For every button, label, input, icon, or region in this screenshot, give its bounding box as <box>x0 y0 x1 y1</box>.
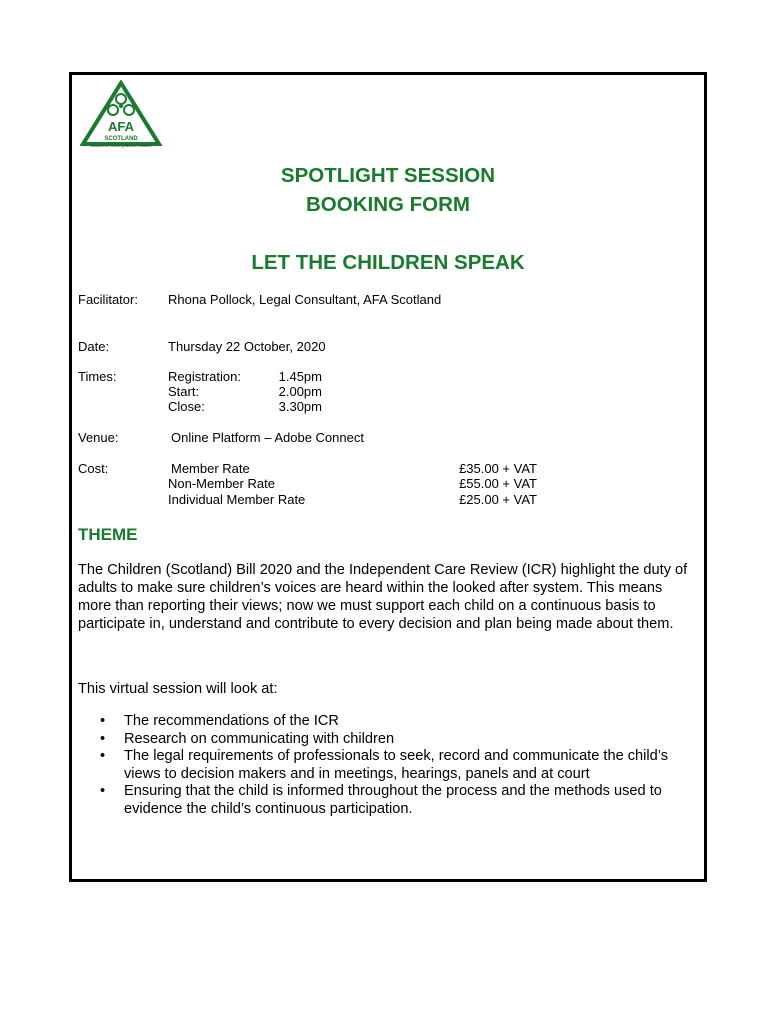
facilitator-label: Facilitator: <box>78 292 138 307</box>
theme-intro: This virtual session will look at: <box>78 681 278 697</box>
date-label: Date: <box>78 339 110 354</box>
cost-nonmember-label: Non-Member Rate <box>168 476 275 491</box>
time-registration-value: 1.45pm <box>278 369 322 384</box>
header-line-1: SPOTLIGHT SESSION <box>280 164 496 187</box>
list-item: • Ensuring that the child is informed throughout the process and the methods used to evidence the child’s continuous participation. <box>78 783 688 818</box>
list-item: • The legal requirements of professionals to seek, record and communicate the child’s views to decision makers and in meetings, hearings, panels and at court <box>78 748 688 783</box>
cost-member-label: Member Rate <box>171 461 250 476</box>
cost-individual-label: Individual Member Rate <box>168 492 306 507</box>
time-close-value: 3.30pm <box>278 399 322 414</box>
cost-member-value: £35.00 + VAT <box>459 461 537 476</box>
time-registration-label: Registration: <box>168 369 241 384</box>
page-title: LET THE CHILDREN SPEAK <box>251 251 525 274</box>
logo-scotland: SCOTLAND <box>104 136 138 142</box>
time-start-label: Start: <box>168 384 200 399</box>
time-close-label: Close: <box>168 399 205 414</box>
times-label: Times: <box>78 369 117 384</box>
theme-heading: THEME <box>78 525 138 544</box>
cost-individual-value: £25.00 + VAT <box>459 492 537 507</box>
venue-value: Online Platform – Adobe Connect <box>171 430 364 445</box>
date-value: Thursday 22 October, 2020 <box>168 339 326 354</box>
list-item: • The recommendations of the ICR <box>78 713 688 731</box>
topic-list <box>78 713 688 818</box>
list-item: • Research on communicating with children <box>78 731 688 749</box>
logo-tagline: Adoption & Fostering Alliance Scotland <box>90 144 152 148</box>
header-line-2: BOOKING FORM <box>306 193 470 216</box>
afa-scotland-logo <box>80 80 162 150</box>
logo-wordmark: AFA <box>108 119 134 134</box>
facilitator-value: Rhona Pollock, Legal Consultant, AFA Scotland <box>168 292 442 307</box>
time-start-value: 2.00pm <box>278 384 322 399</box>
cost-label: Cost: <box>78 461 109 476</box>
cost-nonmember-value: £55.00 + VAT <box>459 476 537 491</box>
theme-paragraph: The Children (Scotland) Bill 2020 and the Independent Care Review (ICR) highlight the duty of adults to make sure children’s voices are heard within the looked after system. This means more than reporting their views; now we must support each child on a continuous basis to participate in, understand and contribute to every decision and plan being made about them. <box>78 562 688 632</box>
venue-label: Venue: <box>78 430 119 445</box>
